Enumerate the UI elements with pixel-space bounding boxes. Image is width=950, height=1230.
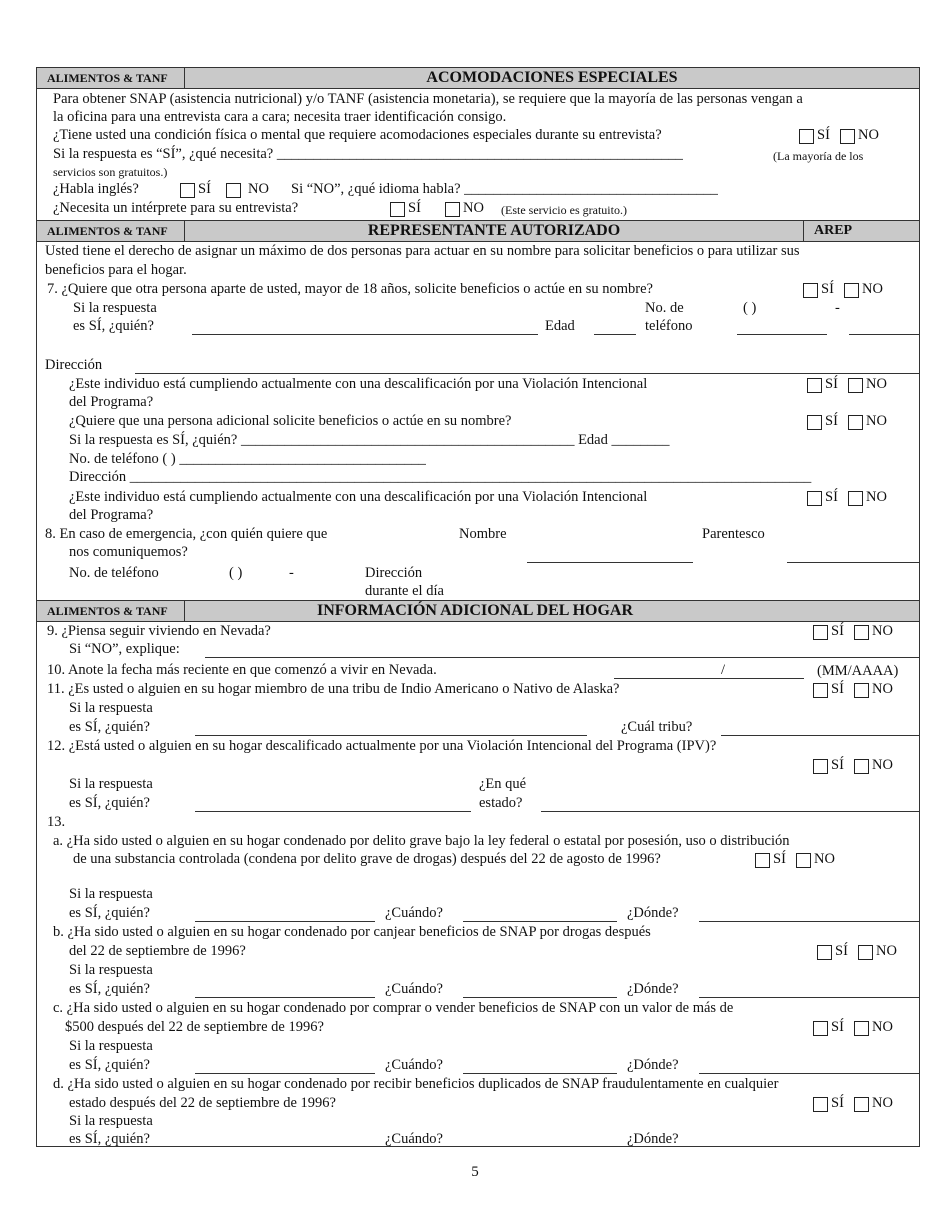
section-code: AREP	[803, 221, 919, 241]
where-label: ¿Dónde?	[627, 905, 679, 921]
q13c-yes-checkbox[interactable]	[813, 1021, 828, 1036]
yes-label: SÍ	[831, 757, 844, 773]
q11-question: 11. ¿Es usted o alguien en su hogar miembro de una tribu de Indio Americano o Nativo de Alaska?	[47, 681, 620, 697]
emergency-relationship-field[interactable]	[787, 562, 919, 563]
additional-who-age-field[interactable]: Si la respuesta es SÍ, ¿quién? ______________________________________________ Edad ________	[69, 432, 670, 448]
yes-label: SÍ	[831, 1095, 844, 1111]
disq1-no-checkbox[interactable]	[848, 378, 863, 393]
q13a-question-cont: de una substancia controlada (condena por delito grave de drogas) después del 22 de agosto de 1996?	[73, 851, 661, 867]
emergency-phone-dash: -	[289, 565, 294, 581]
s1-intro-line2: la oficina para una entrevista cara a cara; necesita traer identificación consigo.	[53, 109, 507, 125]
section-title: INFORMACIÓN ADICIONAL DEL HOGAR	[316, 602, 634, 619]
s2-intro-line2: beneficios para el hogar.	[45, 262, 187, 278]
yes-label: SÍ	[821, 281, 834, 297]
yes-label: SÍ	[825, 489, 838, 505]
disq2-no-checkbox[interactable]	[848, 491, 863, 506]
q13b-where-field[interactable]	[699, 997, 919, 998]
interpreter-free-note: (Este servicio es gratuito.)	[501, 203, 627, 217]
yes-label: SÍ	[408, 200, 421, 216]
q13b-yes-checkbox[interactable]	[817, 945, 832, 960]
q7-age-field[interactable]	[594, 334, 636, 335]
who-label: es SÍ, ¿quién?	[69, 905, 150, 921]
additional-no-checkbox[interactable]	[848, 415, 863, 430]
q12-who-field[interactable]	[195, 811, 471, 812]
no-label: NO	[872, 681, 893, 697]
s1-what-needed[interactable]: Si la respuesta es “SÍ”, ¿qué necesita? ________________________________________________________	[53, 146, 683, 162]
q13b-no-checkbox[interactable]	[858, 945, 873, 960]
where-label: ¿Dónde?	[627, 1131, 679, 1147]
if-yes-label: Si la respuesta	[69, 1038, 153, 1054]
area-code-parens: ( )	[743, 300, 757, 316]
if-yes-label: Si la respuesta	[69, 776, 153, 792]
q13c-who-field[interactable]	[195, 1073, 375, 1074]
q13d-no-checkbox[interactable]	[854, 1097, 869, 1112]
q13d-question: d. ¿Ha sido usted o alguien en su hogar condenado por recibir beneficios duplicados de SNAP fraudulentamente en cualquier	[53, 1076, 779, 1092]
condition-yes-checkbox[interactable]	[799, 129, 814, 144]
no-label: NO	[814, 851, 835, 867]
no-label: NO	[463, 200, 484, 216]
q13-number: 13.	[47, 814, 66, 830]
q13c-no-checkbox[interactable]	[854, 1021, 869, 1036]
who-label: es SÍ, ¿quién?	[69, 981, 150, 997]
emergency-name-field[interactable]	[527, 562, 693, 563]
if-yes-label: Si la respuesta	[69, 1113, 153, 1129]
q9-question: 9. ¿Piensa seguir viviendo en Nevada?	[47, 623, 271, 639]
q12-state-field[interactable]	[541, 811, 919, 812]
q9-no-checkbox[interactable]	[854, 625, 869, 640]
english-no-checkbox[interactable]	[226, 183, 241, 198]
no-label: NO	[248, 181, 269, 197]
no-label: NO	[866, 413, 887, 429]
phone-label: teléfono	[645, 318, 693, 334]
address-label: Dirección	[45, 357, 103, 373]
disqualification-question-2: ¿Este individuo está cumpliendo actualmente con una descalificación por una Violación Intencional	[69, 489, 648, 505]
yes-label: SÍ	[773, 851, 786, 867]
daytime-address-label-cont: durante el día	[365, 583, 444, 599]
q13c-when-field[interactable]	[463, 1073, 617, 1074]
date-format-label: (MM/AAAA)	[817, 663, 899, 679]
q13a-who-field[interactable]	[195, 921, 375, 922]
q7-question: 7. ¿Quiere que otra persona aparte de usted, mayor de 18 años, solicite beneficios o actúe en su nombre?	[47, 281, 653, 297]
q8-question: 8. En caso de emergencia, ¿con quién quiere que	[45, 526, 328, 542]
section-tag: ALIMENTOS & TANF	[37, 221, 185, 241]
if-yes-label: Si la respuesta	[69, 700, 153, 716]
which-state-label-cont: estado?	[479, 795, 523, 811]
disqualification-question-1-cont: del Programa?	[69, 394, 154, 410]
where-label: ¿Dónde?	[627, 981, 679, 997]
disqualification-question-2-cont: del Programa?	[69, 507, 154, 523]
who-label: es SÍ, ¿quién?	[73, 318, 154, 334]
q7-phone-field-2[interactable]	[849, 334, 919, 335]
additional-address-field[interactable]: Dirección ______________________________________________________________________________________________	[69, 469, 812, 485]
who-label: es SÍ, ¿quién?	[69, 795, 150, 811]
section-title: REPRESENTANTE AUTORIZADO	[367, 222, 621, 239]
q7-no-checkbox[interactable]	[844, 283, 859, 298]
q12-no-checkbox[interactable]	[854, 759, 869, 774]
q7-phone-field-1[interactable]	[737, 334, 827, 335]
section-tag: ALIMENTOS & TANF	[37, 601, 185, 621]
q10-date-field[interactable]	[614, 678, 804, 679]
q13a-where-field[interactable]	[699, 921, 919, 922]
q12-yes-checkbox[interactable]	[813, 759, 828, 774]
no-label: NO	[866, 376, 887, 392]
age-label: Edad	[545, 318, 575, 334]
no-label: NO	[858, 127, 879, 143]
q8-question-cont: nos comuniquemos?	[69, 544, 188, 560]
phone-dash: -	[835, 300, 840, 316]
yes-label: SÍ	[825, 413, 838, 429]
yes-label: SÍ	[831, 623, 844, 639]
disq1-yes-checkbox[interactable]	[807, 378, 822, 393]
if-yes-label: Si la respuesta	[69, 886, 153, 902]
if-yes-label: Si la respuesta	[69, 962, 153, 978]
no-label: NO	[872, 623, 893, 639]
q13c-question: c. ¿Ha sido usted o alguien en su hogar condenado por comprar o vender beneficios de SNAP con un valor de más de	[53, 1000, 734, 1016]
interpreter-question: ¿Necesita un intérprete para su entrevista?	[53, 200, 299, 216]
when-label: ¿Cuándo?	[385, 1057, 443, 1073]
q13a-yes-checkbox[interactable]	[755, 853, 770, 868]
no-label: NO	[862, 281, 883, 297]
q13a-no-checkbox[interactable]	[796, 853, 811, 868]
section-header-representante	[37, 220, 919, 242]
where-label: ¿Dónde?	[627, 1057, 679, 1073]
q13c-where-field[interactable]	[699, 1073, 919, 1074]
q9-explain-label: Si “NO”, explique:	[69, 641, 180, 657]
s1-free-note: (La mayoría de los	[773, 149, 864, 163]
no-label: NO	[872, 757, 893, 773]
additional-yes-checkbox[interactable]	[807, 415, 822, 430]
q13d-yes-checkbox[interactable]	[813, 1097, 828, 1112]
if-yes-label: Si la respuesta	[73, 300, 157, 316]
section-tag: ALIMENTOS & TANF	[37, 68, 185, 88]
q9-yes-checkbox[interactable]	[813, 625, 828, 640]
q13a-question: a. ¿Ha sido usted o alguien en su hogar condenado por delito grave bajo la ley federal o estatal por posesión, uso o distribución	[53, 833, 790, 849]
q13b-question: b. ¿Ha sido usted o alguien en su hogar condenado por canjear beneficios de SNAP por drogas después	[53, 924, 651, 940]
q13b-question-cont: del 22 de septiembre de 1996?	[69, 943, 246, 959]
no-label: NO	[872, 1019, 893, 1035]
disq2-yes-checkbox[interactable]	[807, 491, 822, 506]
yes-label: SÍ	[831, 681, 844, 697]
yes-label: SÍ	[831, 1019, 844, 1035]
s1-intro-line1: Para obtener SNAP (asistencia nutricional) y/o TANF (asistencia monetaria), se requiere que la mayoría de las personas vengan a	[53, 91, 803, 107]
english-yes-checkbox[interactable]	[180, 183, 195, 198]
q13b-when-field[interactable]	[463, 997, 617, 998]
yes-label: SÍ	[817, 127, 830, 143]
which-tribe-label: ¿Cuál tribu?	[621, 719, 693, 735]
section-header-informacion-hogar	[37, 600, 919, 622]
yes-label: SÍ	[835, 943, 848, 959]
speak-english-question: ¿Habla inglés?	[53, 181, 139, 197]
who-label: es SÍ, ¿quién?	[69, 719, 150, 735]
when-label: ¿Cuándo?	[385, 981, 443, 997]
daytime-address-label: Dirección	[365, 565, 423, 581]
q11-yes-checkbox[interactable]	[813, 683, 828, 698]
when-label: ¿Cuándo?	[385, 905, 443, 921]
when-label: ¿Cuándo?	[385, 1131, 443, 1147]
section-header-acomodaciones	[37, 68, 919, 89]
which-state-label: ¿En qué	[479, 776, 527, 792]
q13b-who-field[interactable]	[195, 997, 375, 998]
s2-intro-line1: Usted tiene el derecho de asignar un máximo de dos personas para actuar en su nombre para solicitar beneficios o para utilizar sus	[45, 243, 800, 259]
additional-phone-field[interactable]: No. de teléfono ( ) __________________________________	[69, 451, 426, 467]
emergency-phone-label: No. de teléfono	[69, 565, 159, 581]
no-label: NO	[866, 489, 887, 505]
q7-address-field[interactable]	[135, 373, 919, 374]
section-title: ACOMODACIONES ESPECIALES	[426, 69, 678, 86]
q12-question: 12. ¿Está usted o alguien en su hogar descalificado actualmente por una Violación Intencional del Programa (IPV)?	[47, 738, 717, 754]
q13c-question-cont: $500 después del 22 de septiembre de 1996?	[65, 1019, 324, 1035]
s1-condition-question: ¿Tiene usted una condición física o mental que requiere acomodaciones especiales durante su entrevista?	[53, 127, 662, 143]
q11-no-checkbox[interactable]	[854, 683, 869, 698]
q13d-question-cont: estado después del 22 de septiembre de 1996?	[69, 1095, 336, 1111]
condition-no-checkbox[interactable]	[840, 129, 855, 144]
interpreter-no-checkbox[interactable]	[445, 202, 460, 217]
yes-label: SÍ	[825, 376, 838, 392]
q11-who-field[interactable]	[195, 735, 587, 736]
q10-question: 10. Anote la fecha más reciente en que comenzó a vivir en Nevada.	[47, 662, 437, 678]
q7-yes-checkbox[interactable]	[803, 283, 818, 298]
no-label: NO	[872, 1095, 893, 1111]
no-label: NO	[876, 943, 897, 959]
q9-explain-field[interactable]	[205, 657, 919, 658]
who-label: es SÍ, ¿quién?	[69, 1057, 150, 1073]
interpreter-yes-checkbox[interactable]	[390, 202, 405, 217]
q7-who-field[interactable]	[192, 334, 538, 335]
yes-label: SÍ	[198, 181, 211, 197]
q11-tribe-field[interactable]	[721, 735, 919, 736]
who-label: es SÍ, ¿quién?	[69, 1131, 150, 1147]
phone-no-label: No. de	[645, 300, 684, 316]
page-number: 5	[471, 1164, 479, 1180]
name-label: Nombre	[459, 526, 507, 542]
application-form-page	[36, 67, 920, 1147]
s1-free-note-cont: servicios son gratuitos.)	[53, 165, 168, 179]
additional-person-question: ¿Quiere que una persona adicional solicite beneficios o actúe en su nombre?	[69, 413, 512, 429]
disqualification-question-1: ¿Este individuo está cumpliendo actualmente con una descalificación por una Violación Intencional	[69, 376, 648, 392]
what-language-field[interactable]: Si “NO”, ¿qué idioma habla? ___________________________________	[291, 181, 718, 197]
q13a-when-field[interactable]	[463, 921, 617, 922]
emergency-area-parens: ( )	[229, 565, 243, 581]
date-slash: /	[721, 662, 726, 678]
relationship-label: Parentesco	[702, 526, 765, 542]
